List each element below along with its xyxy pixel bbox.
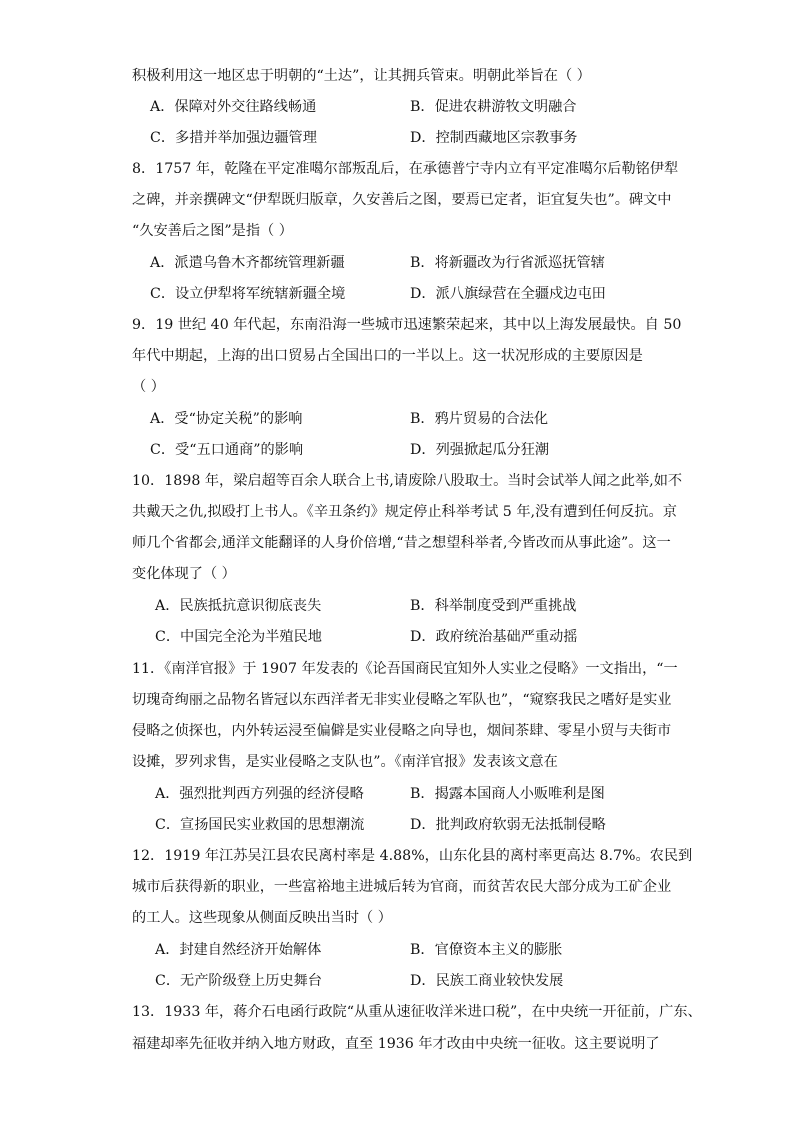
question-12-option-a[interactable]: A．封建自然经济开始解体 — [155, 942, 322, 958]
question-8-option-c[interactable]: C．设立伊犁将军统辖新疆全境 — [150, 286, 346, 302]
question-10-option-d[interactable]: D．政府统治基础严重动摇 — [410, 629, 578, 645]
question-7-stem-line: 积极利用这一地区忠于明朝的“土达”，让其拥兵管束。明朝此举旨在（ ） — [132, 68, 591, 84]
question-11-stem-line-1: 11．《南洋官报》于 1907 年发表的《论吾国商民宜知外人实业之侵略》一文指出，“一 — [132, 661, 678, 677]
question-10-stem-line-3: 师几个省都会,通洋文能翻译的人身价倍增,“昔之想望科举者,今皆改而从事此途”。这一 — [132, 535, 671, 551]
question-9-stem-line-3: （ ） — [132, 379, 165, 395]
question-10-stem-line-1: 10．1898 年，梁启超等百余人联合上书,请废除八股取士。当时会试举人闻之此举,如不 — [132, 473, 683, 489]
question-9-stem-line-1: 9．19 世纪 40 年代起，东南沿海一些城市迅速繁荣起来，其中以上海发展最快。自 50 — [132, 317, 682, 333]
question-7-option-b[interactable]: B．促进农耕游牧文明融合 — [410, 99, 577, 115]
question-13-stem-line-1: 13．1933 年，蒋介石电函行政院“从重从速征收洋米进口税”，在中央统一开征前，广东、 — [132, 1004, 702, 1020]
question-8-option-a[interactable]: A．派遣乌鲁木齐都统管理新疆 — [150, 255, 345, 271]
question-7-option-d[interactable]: D．控制西藏地区宗教事务 — [410, 130, 578, 146]
question-13-stem-line-2: 福建却率先征收并纳入地方财政，直至 1936 年才改由中央统一征收。这主要说明了 — [132, 1036, 660, 1052]
question-9-option-c[interactable]: C．受“五口通商”的影响 — [150, 442, 304, 458]
question-11-stem-line-4: 设摊，罗列求售，是实业侵略之支队也”。《南洋官报》发表该文意在 — [132, 754, 558, 770]
question-8-stem-line-1: 8．1757 年，乾隆在平定准噶尔部叛乱后，在承德普宁寺内立有平定准噶尔后勒铭伊犁 — [132, 161, 679, 177]
question-10-option-c[interactable]: C．中国完全沦为半殖民地 — [155, 629, 322, 645]
question-12-stem-line-3: 的工人。这些现象从侧面反映出当时（ ） — [132, 910, 392, 926]
question-12-option-c[interactable]: C．无产阶级登上历史舞台 — [155, 973, 322, 989]
question-12-stem-line-2: 城市后获得新的职业，一些富裕地主进城后转为官商，而贫苦农民大部分成为工矿企业 — [132, 879, 672, 895]
question-9-stem-line-2: 年代中期起，上海的出口贸易占全国出口的一半以上。这一状况形成的主要原因是 — [132, 348, 643, 364]
question-12-option-d[interactable]: D．民族工商业较快发展 — [410, 973, 564, 989]
question-9-option-d[interactable]: D．列强掀起瓜分狂潮 — [410, 442, 550, 458]
question-11-stem-line-3: 侵略之侦探也，内外转运浸至偏僻是实业侵略之向导也，烟间茶肆、零星小贸与夫街市 — [132, 723, 672, 739]
question-8-stem-line-2: 之碑，并亲撰碑文“伊犁既归版章，久安善后之图，要焉已定者，讵宜复失也”。碑文中 — [132, 192, 672, 208]
question-8-option-b[interactable]: B．将新疆改为行省派巡抚管辖 — [410, 255, 605, 271]
question-11-option-b[interactable]: B．揭露本国商人小贩唯利是图 — [410, 786, 605, 802]
question-8-stem-line-3: “久安善后之图”是指（ ） — [132, 223, 293, 239]
question-10-stem-line-2: 共戴天之仇,拟殴打上书人。《辛丑条约》规定停止科举考试 5 年,没有遭到任何反抗。京 — [132, 504, 677, 520]
question-9-option-a[interactable]: A．受“协定关税”的影响 — [150, 411, 303, 427]
question-10-stem-line-4: 变化体现了（ ） — [132, 566, 236, 582]
question-9-option-b[interactable]: B．鸦片贸易的合法化 — [410, 411, 549, 427]
question-10-option-a[interactable]: A．民族抵抗意识彻底丧失 — [155, 598, 322, 614]
question-10-option-b[interactable]: B．科举制度受到严重挑战 — [410, 598, 577, 614]
question-8-option-d[interactable]: D．派八旗绿营在全疆戍边屯田 — [410, 286, 606, 302]
question-7-option-a[interactable]: A．保障对外交往路线畅通 — [150, 99, 317, 115]
question-11-option-a[interactable]: A．强烈批判西方列强的经济侵略 — [155, 786, 364, 802]
question-12-option-b[interactable]: B．官僚资本主义的膨胀 — [410, 942, 563, 958]
question-7-option-c[interactable]: C．多措并举加强边疆管理 — [150, 130, 317, 146]
question-11-option-c[interactable]: C．宣扬国民实业救国的思想潮流 — [155, 817, 365, 833]
question-11-stem-line-2: 切瑰奇绚丽之品物名皆冠以东西洋者无非实业侵略之军队也”，“窥察我民之嗜好是实业 — [132, 692, 672, 708]
question-11-option-d[interactable]: D．批判政府软弱无法抵制侵略 — [410, 817, 606, 833]
question-12-stem-line-1: 12．1919 年江苏吴江县农民离村率是 4.88%，山东化县的离村率更高达 8.7%。农民到 — [132, 848, 693, 864]
